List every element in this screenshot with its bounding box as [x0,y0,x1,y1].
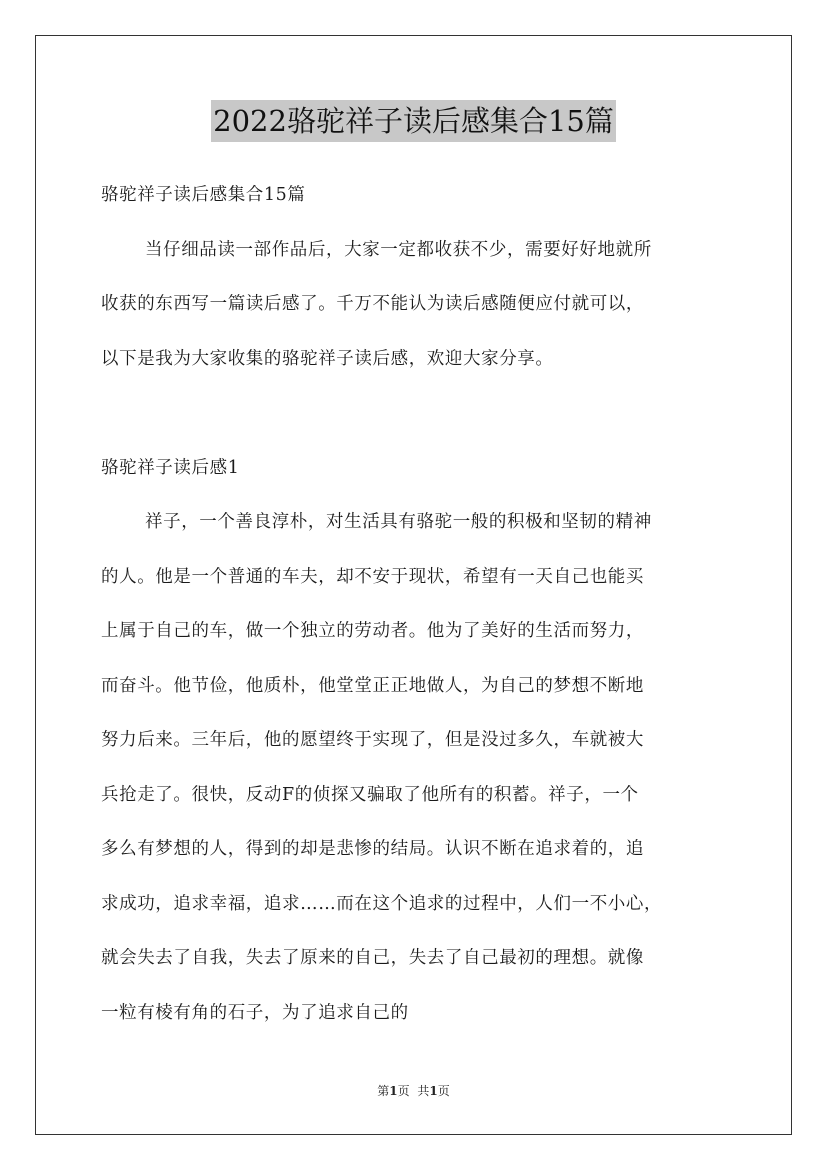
paragraph-line: 上属于自己的车，做一个独立的劳动者。他为了美好的生活而努力， [101,621,644,641]
paragraph-line: 兵抢走了。很快，反动F的侦探又骗取了他所有的积蓄。祥子，一个 [101,784,639,805]
paragraph-line: 而奋斗。他节俭，他质朴，他堂堂正正地做人，为自己的梦想不断地 [101,675,644,696]
footer-total-label-suffix: 页 [437,1084,450,1098]
paragraph-line: 努力后来。三年后，他的愿望终于实现了，但是没过多久，车就被大 [101,730,644,750]
subtitle-line: 骆驼祥子读后感集合15篇 [101,185,306,205]
paragraph-line: 祥子，一个善良淳朴，对生活具有骆驼一般的积极和坚韧的精神 [145,512,652,532]
page-footer [0,1082,827,1099]
document-title: 2022骆驼祥子读后感集合15篇 [211,100,616,142]
paragraph-line: 的人。他是一个普通的车夫，却不安于现状，希望有一天自己也能买 [101,566,644,587]
section-heading: 骆驼祥子读后感1 [101,457,240,478]
footer-page-number: 1 [389,1084,398,1098]
paragraph-line: 求成功，追求幸福，追求……而在这个追求的过程中，人们一不小心， [101,893,663,914]
footer-total-number: 1 [429,1084,438,1098]
footer-page-label-suffix: 页 [397,1084,410,1098]
paragraph-line: 收获的东西写一篇读后感了。千万不能认为读后感随便应付就可以， [101,294,644,314]
footer-page-label-prefix: 第 [377,1084,390,1098]
title-wrap [0,100,827,142]
paragraph-line: 以下是我为大家收集的骆驼祥子读后感，欢迎大家分享。 [101,348,554,369]
document-body [101,168,741,1040]
paragraph-line: 就会失去了自我，失去了原来的自己，失去了自己最初的理想。就像 [101,948,644,968]
footer-total-label-prefix: 共 [417,1084,430,1098]
blank-line [101,386,741,441]
paragraph-line: 当仔细品读一部作品后，大家一定都收获不少，需要好好地就所 [145,239,652,260]
paragraph-line: 多么有梦想的人，得到的却是悲惨的结局。认识不断在追求着的，追 [101,839,644,859]
paragraph-line: 一粒有棱有角的石子，为了追求自己的 [101,1002,409,1023]
